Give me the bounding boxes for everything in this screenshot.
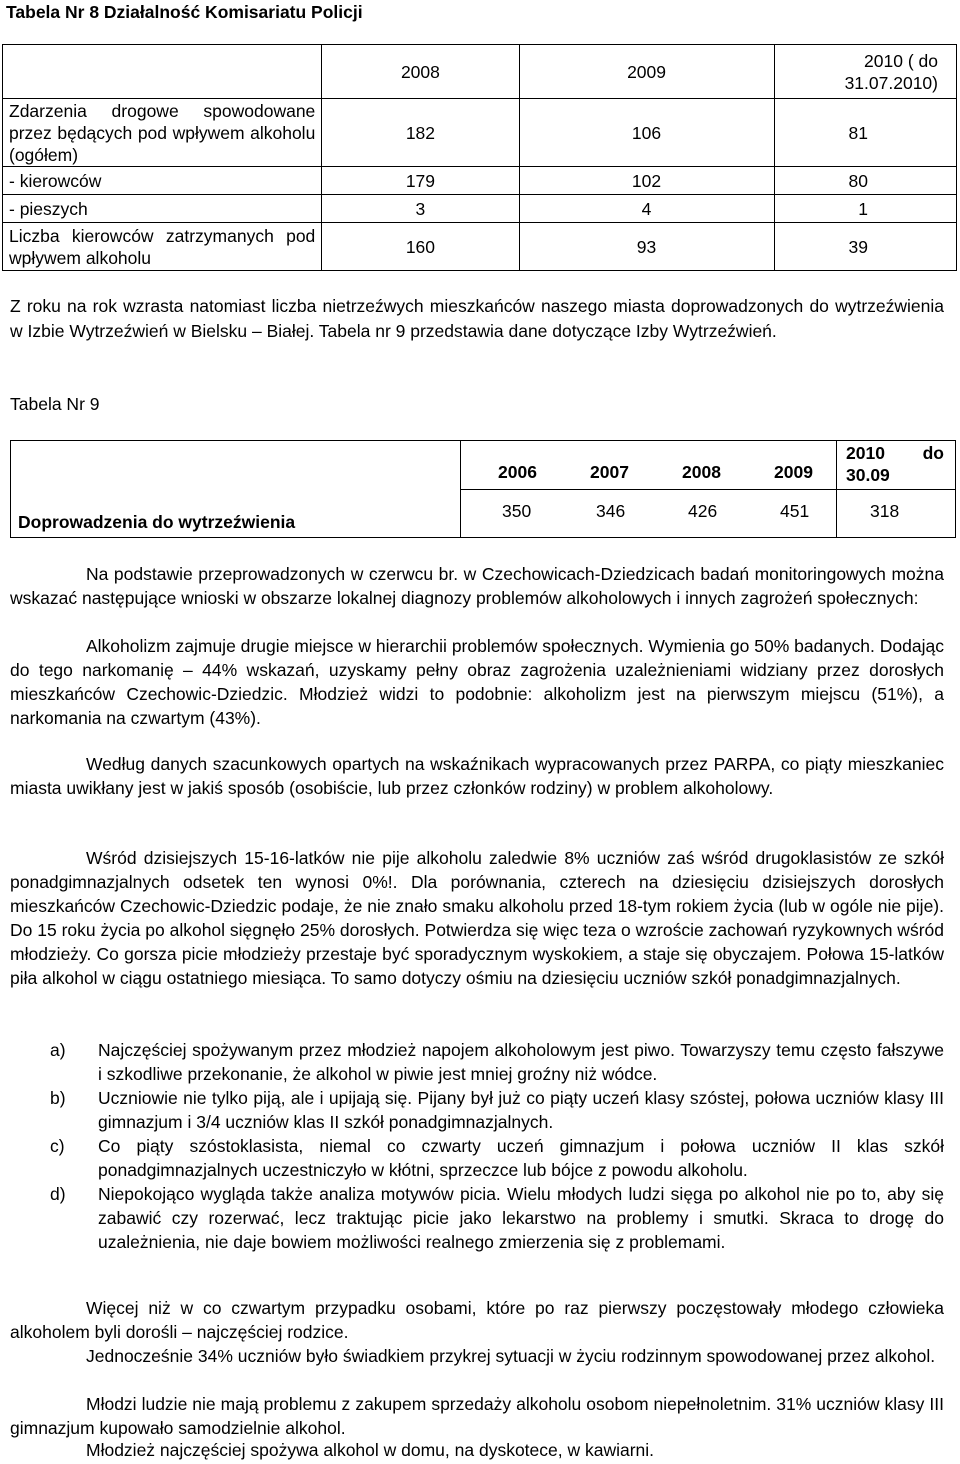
- paragraph-9-text: Młodzież najczęściej spożywa alkohol w domu, na dyskotece, w kawiarni.: [86, 1440, 655, 1460]
- list-marker: d): [50, 1184, 66, 1204]
- table8-row-label: - pieszych: [3, 195, 322, 223]
- list-marker: b): [50, 1088, 66, 1108]
- paragraph-5-text: Wśród dzisiejszych 15-16-latków nie pije alkoholu zaledwie 8% uczniów zaś wśród drugoklasistów ze szkół ponadgimnazjalnych odsetek ten wynosi 0%!. Dla porównania, czterech na dziesięciu dzisiejszych dorosłych mieszkańców Czechowic-Dziedzic podaje, że nie znało smaku alkoholu przed 18-tym rokiem życia (lub w ogóle nie pije). Do 15 roku życia po alkohol sięgnęło 25% dorosłych. Potwierdza się więc teza o wzroście zachowań ryzykownych wśród młodzieży. Co gorsza picie młodzieży przestaje być sporadycznym wyskokiem, a staje się obyczajem. Połowa 15-latków piła alkohol w ciągu ostatniego miesiąca. To samo dotyczy ośmiu na dziesięciu uczniów szkół ponadgimnazjalnych.: [10, 848, 944, 988]
- paragraph-1: [10, 294, 944, 344]
- table8-row-label: - kierowców: [3, 167, 322, 195]
- table9-cell: 451: [780, 501, 810, 521]
- table9-year: 2007: [590, 462, 629, 482]
- table9-row-label: Doprowadzenia do wytrzeźwienia: [18, 512, 296, 532]
- table8-corner: [3, 45, 322, 99]
- table8-cell: 1: [774, 195, 956, 223]
- table9-cell: 350: [502, 501, 532, 521]
- paragraph-2-text: Na podstawie przeprowadzonych w czerwcu br. w Czechowicach-Dziedzicach badań monitoringowych można wskazać następujące wnioski w obszarze lokalnej diagnozy problemów alkoholowych i innych zagrożeń społecznych:: [10, 564, 944, 608]
- table8-caption: [6, 2, 363, 23]
- table-row: [3, 223, 957, 271]
- paragraph-4: [10, 752, 944, 800]
- list-item: [10, 1038, 944, 1086]
- list-item-text: Uczniowie nie tylko piją, ale i upijają się. Pijany był już co piąty uczeń klasy szóstej, połowa uczniów klasy III gimnazjum i 3/4 uczniów klas II szkół ponadgimnazjalnych.: [98, 1088, 944, 1132]
- table8-cell: 81: [774, 99, 956, 167]
- paragraph-1-text: Z roku na rok wzrasta natomiast liczba nietrzeźwych mieszkańców naszego miasta doprowadzonych do wytrzeźwienia w Izbie Wytrzeźwień w Bielsku – Białej. Tabela nr 9 przedstawia dane dotyczące Izby Wytrzeźwień.: [10, 296, 944, 341]
- paragraph-3-text: Alkoholizm zajmuje drugie miejsce w hierarchii problemów społecznych. Wymienia go 50% badanych. Dodając do tego narkomanię – 44% wskazań, uzyskamy pełny obraz zagrożenia uzależnieniami widziany przez dorosłych mieszkańców Czechowic-Dziedzic. Młodzież widzi to podobnie: alkoholizm jest na pierwszym miejscu (51%), a narkomania na czwartym (43%).: [10, 636, 944, 728]
- list-item-text: Co piąty szóstoklasista, niemal co czwarty uczeń gimnazjum i połowa uczniów II klas szkół ponadgimnazjalnych uczestniczyło w kłótni, sprzeczce lub bójce z powodu alkoholu.: [98, 1136, 944, 1180]
- paragraph-4-text: Według danych szacunkowych opartych na wskaźnikach wypracowanych przez PARPA, co piąty mieszkaniec miasta uwikłany jest w jakiś sposób (osobiście, lub przez członków rodziny) w problem alkoholowy.: [10, 754, 944, 798]
- table8-header-row: [3, 45, 957, 99]
- table8-cell: 102: [519, 167, 774, 195]
- table-row: [3, 99, 957, 167]
- paragraph-6-text: Więcej niż w co czwartym przypadku osobami, które po raz pierwszy poczęstowały młodego człowieka alkoholem byli dorośli – najczęściej rodzice.: [10, 1298, 944, 1342]
- list-marker: c): [50, 1136, 65, 1156]
- paragraph-8-text: Młodzi ludzie nie mają problemu z zakupem sprzedaży alkoholu osobom niepełnoletnim. 31% uczniów klasy III gimnazjum kupowało samodzielnie alkohol.: [10, 1394, 944, 1438]
- list-item: [10, 1086, 944, 1134]
- list-marker: a): [50, 1040, 66, 1060]
- table8-cell: 80: [774, 167, 956, 195]
- table8-cell: 106: [519, 99, 774, 167]
- paragraph-7: [10, 1344, 944, 1368]
- table9-divider: [460, 489, 956, 490]
- paragraph-3: [10, 634, 944, 730]
- table8-cell: 39: [774, 223, 956, 271]
- table9-cell: 318: [870, 501, 900, 521]
- findings-list: [10, 1038, 944, 1254]
- table-row: [3, 167, 957, 195]
- table8-cell: 93: [519, 223, 774, 271]
- table9-caption: [10, 394, 100, 415]
- paragraph-2: [10, 562, 944, 610]
- table8: [2, 44, 957, 271]
- table8-caption-text: Tabela Nr 8 Działalność Komisariatu Policji: [6, 2, 363, 22]
- paragraph-7-text: Jednocześnie 34% uczniów było świadkiem przykrej sytuacji w życiu rodzinnym spowodowanej przez alkohol.: [86, 1346, 936, 1366]
- table8-cell: 160: [322, 223, 519, 271]
- paragraph-6: [10, 1296, 944, 1344]
- paragraph-5: [10, 846, 944, 990]
- table8-year-0: 2008: [322, 45, 519, 99]
- table8-cell: 182: [322, 99, 519, 167]
- list-item: [10, 1134, 944, 1182]
- table-row: [3, 195, 957, 223]
- table9-year: 2009: [774, 462, 813, 482]
- table9-cell: 346: [596, 501, 626, 521]
- paragraph-9: [10, 1438, 944, 1462]
- table8-row-label: Liczba kierowców zatrzymanych pod wpływem alkoholu: [3, 223, 322, 271]
- table8-cell: 4: [519, 195, 774, 223]
- table8-year-1: 2009: [519, 45, 774, 99]
- table8-cell: 3: [322, 195, 519, 223]
- table9-divider: [836, 440, 837, 538]
- table9-caption-text: Tabela Nr 9: [10, 394, 100, 414]
- list-item-text: Niepokojąco wygląda także analiza motywów picia. Wielu młodych ludzi sięga po alkohol nie po to, aby się zabawić czy rozerwać, lecz traktując picie jako lekarstwo na problemy i smutki. Skraca to drogę do uzależnienia, nie daje bowiem możliwości realnego zmierzenia się z problemami.: [98, 1184, 944, 1252]
- table8-cell: 179: [322, 167, 519, 195]
- table9-divider: [460, 440, 461, 538]
- paragraph-8: [10, 1392, 944, 1440]
- table9-year: 2006: [498, 462, 537, 482]
- list-item: [10, 1182, 944, 1254]
- table9-year: 2008: [682, 462, 721, 482]
- table8-year-2: 2010 ( do 31.07.2010): [774, 45, 956, 99]
- table8-row-label: Zdarzenia drogowe spowodowane przez będących pod wpływem alkoholu (ogółem): [3, 99, 322, 167]
- table9-cell: 426: [688, 501, 718, 521]
- list-item-text: Najczęściej spożywanym przez młodzież napojem alkoholowym jest piwo. Towarzyszy temu często fałszywe i szkodliwe przekonanie, że alkohol w piwie jest mniej groźny niż wódce.: [98, 1040, 944, 1084]
- table9-year: 2010 do 30.09: [846, 443, 944, 485]
